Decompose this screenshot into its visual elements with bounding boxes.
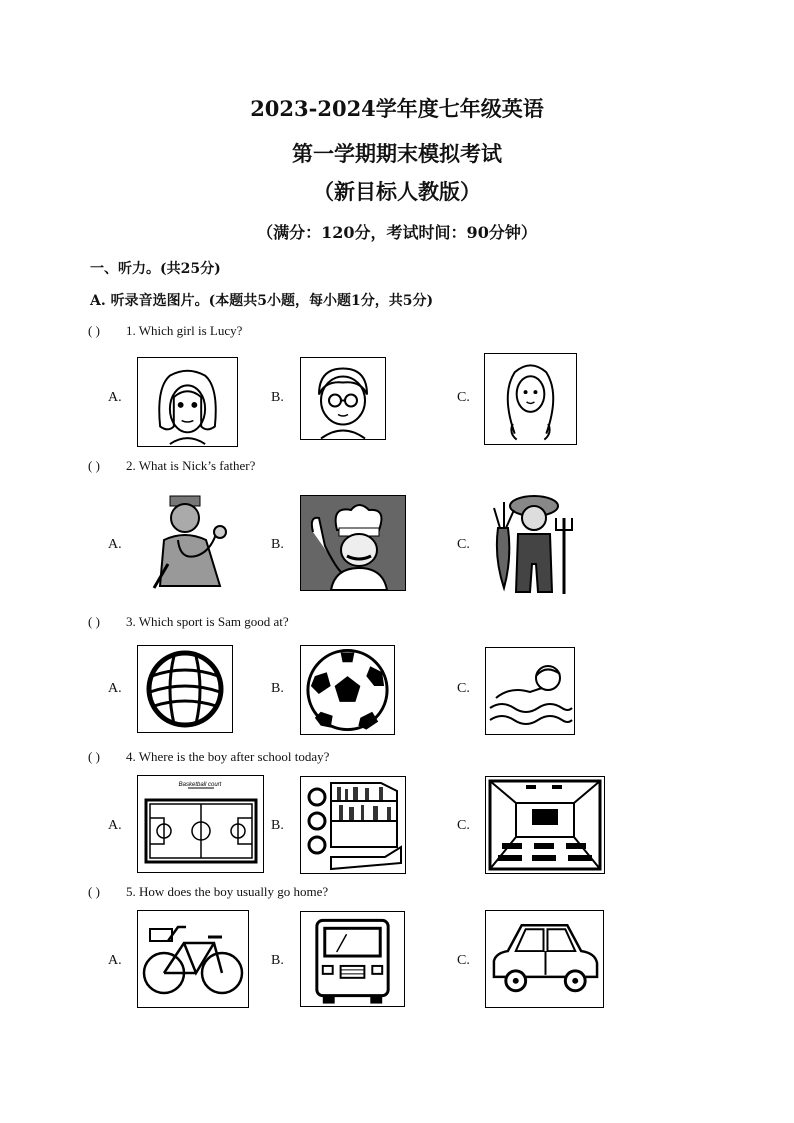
classroom-icon bbox=[486, 777, 604, 873]
bicycle-icon bbox=[138, 911, 248, 1007]
option-label-b: B. bbox=[271, 818, 284, 833]
basketball-court-icon bbox=[138, 776, 263, 872]
bookshelf-icon bbox=[301, 777, 405, 873]
option-label-c: C. bbox=[457, 681, 470, 696]
option-label-a: A. bbox=[108, 390, 122, 405]
option-label-b: B. bbox=[271, 681, 284, 696]
doctor-picture[interactable] bbox=[140, 490, 236, 590]
basketball-court-picture[interactable] bbox=[137, 775, 264, 873]
question-1 bbox=[88, 323, 242, 339]
library-picture[interactable] bbox=[300, 776, 406, 874]
swimmer-icon bbox=[486, 648, 574, 734]
option-label-b: B. bbox=[271, 953, 284, 968]
exam-title-year: 2023-2024学年度七年级英语 bbox=[250, 96, 544, 121]
car-picture[interactable] bbox=[485, 910, 604, 1008]
exam-title-term: 第一学期期末模拟考试 bbox=[292, 141, 502, 166]
volleyball-picture[interactable] bbox=[137, 645, 233, 733]
farmer-icon bbox=[484, 488, 584, 596]
answer-blank[interactable]: ( ) bbox=[88, 749, 100, 764]
option-label-b: B. bbox=[271, 537, 284, 552]
section-listening-heading: 一、听力。(共25分) bbox=[90, 261, 221, 277]
girl-short-hair-picture[interactable] bbox=[137, 357, 238, 447]
option-label-b: B. bbox=[271, 390, 284, 405]
option-label-c: C. bbox=[457, 537, 470, 552]
classroom-picture[interactable] bbox=[485, 776, 605, 874]
girl-face-icon bbox=[138, 358, 237, 446]
bus-picture[interactable] bbox=[300, 911, 405, 1007]
exam-title-edition: （新目标人教版） bbox=[313, 179, 481, 204]
chef-icon bbox=[301, 496, 405, 590]
doctor-icon bbox=[140, 490, 236, 590]
question-text: 3. Which sport is Sam good at? bbox=[126, 614, 289, 629]
section-a-instructions: A. 听录音选图片。(本题共5小题，每小题1分，共5分) bbox=[90, 293, 434, 309]
answer-blank[interactable]: ( ) bbox=[88, 884, 100, 899]
long-hair-girl-icon bbox=[485, 354, 576, 444]
option-label-c: C. bbox=[457, 390, 470, 405]
option-label-a: A. bbox=[108, 681, 122, 696]
girl-long-hair-picture[interactable] bbox=[484, 353, 577, 445]
question-text: 2. What is Nick’s father? bbox=[126, 458, 256, 473]
option-label-a: A. bbox=[108, 537, 122, 552]
volleyball-icon bbox=[138, 646, 232, 732]
question-text: 5. How does the boy usually go home? bbox=[126, 884, 329, 899]
bus-icon bbox=[301, 912, 404, 1006]
boy-glasses-picture[interactable] bbox=[300, 357, 386, 440]
car-icon bbox=[486, 911, 603, 1007]
soccer-ball-icon bbox=[301, 646, 394, 734]
question-text: 4. Where is the boy after school today? bbox=[126, 749, 330, 764]
question-3 bbox=[88, 614, 289, 630]
answer-blank[interactable]: ( ) bbox=[88, 323, 100, 338]
option-label-c: C. bbox=[457, 953, 470, 968]
bicycle-picture[interactable] bbox=[137, 910, 249, 1008]
question-4 bbox=[88, 749, 329, 765]
exam-score-time: （满分：120分，考试时间：90分钟） bbox=[257, 223, 537, 242]
answer-blank[interactable]: ( ) bbox=[88, 614, 100, 629]
soccer-ball-picture[interactable] bbox=[300, 645, 395, 735]
question-5 bbox=[88, 884, 328, 900]
question-text: 1. Which girl is Lucy? bbox=[126, 323, 243, 338]
boy-face-icon bbox=[301, 358, 385, 439]
chef-picture[interactable] bbox=[300, 495, 406, 591]
option-label-a: A. bbox=[108, 953, 122, 968]
option-label-c: C. bbox=[457, 818, 470, 833]
farmer-picture[interactable] bbox=[484, 488, 584, 596]
answer-blank[interactable]: ( ) bbox=[88, 458, 100, 473]
option-label-a: A. bbox=[108, 818, 122, 833]
court-sign-text: Basketball court bbox=[178, 782, 222, 788]
question-2 bbox=[88, 458, 255, 474]
swimming-picture[interactable] bbox=[485, 647, 575, 735]
